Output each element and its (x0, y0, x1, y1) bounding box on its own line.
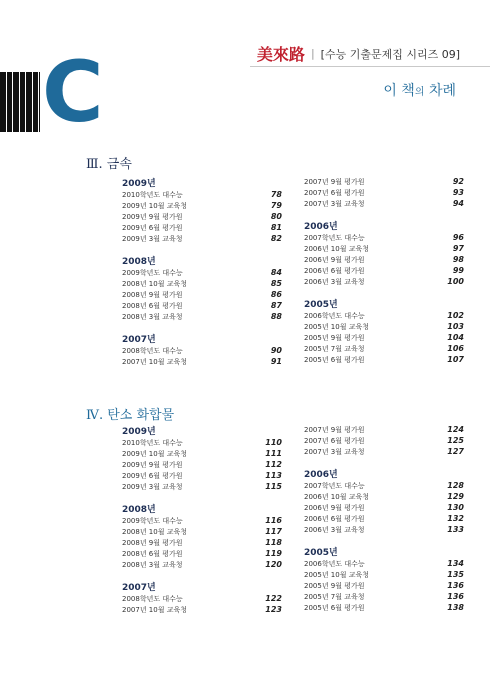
toc-entry-label: 2007년 6월 평가원 (304, 188, 365, 197)
year-heading: 2008년 (122, 505, 156, 515)
toc-entry (122, 289, 282, 300)
year-group (122, 424, 282, 492)
toc-entry-label: 2007년 9월 평가원 (304, 177, 365, 186)
toc-entry (304, 232, 464, 243)
toc-entry (122, 604, 282, 615)
toc-entry (122, 459, 282, 470)
toc-entry (304, 569, 464, 580)
toc-entry-label: 2009년 9월 평가원 (122, 460, 183, 469)
toc-entry-page: 120 (265, 560, 282, 569)
toc-entry-label: 2009년 10월 교육청 (122, 449, 187, 458)
toc-entry-page: 103 (447, 322, 464, 331)
toc-entry-label: 2007년 6월 평가원 (304, 436, 365, 445)
toc-entry (122, 548, 282, 559)
toc-entry-page: 81 (270, 223, 282, 232)
toc-entry-label: 2009년 6월 평가원 (122, 471, 183, 480)
toc-entry (304, 243, 464, 254)
toc-entry (304, 580, 464, 591)
toc-entry-label: 2008년 9월 평가원 (122, 538, 183, 547)
toc-entry-label: 2005년 10월 교육청 (304, 322, 369, 331)
toc-entry (122, 593, 282, 604)
toc-entry-label: 2006학년도 대수능 (304, 559, 365, 568)
toc-entry (304, 491, 464, 502)
year-group (304, 297, 464, 365)
toc-entry-label: 2009년 9월 평가원 (122, 212, 183, 221)
toc-entry-label: 2007학년도 대수능 (304, 233, 365, 242)
toc-entry (304, 591, 464, 602)
toc-entry (304, 321, 464, 332)
toc-entry-label: 2005년 7월 교육청 (304, 592, 365, 601)
year-group (304, 467, 464, 535)
year-group (304, 545, 464, 613)
toc-entry (122, 437, 282, 448)
toc-entry-page: 132 (447, 514, 464, 523)
toc-title-particle: 의 (414, 87, 425, 98)
toc-entry (122, 515, 282, 526)
toc-entry (304, 310, 464, 321)
toc-entry-label: 2009년 10월 교육청 (122, 201, 187, 210)
toc-entry-page: 134 (447, 559, 464, 568)
toc-entry-page: 96 (452, 233, 464, 242)
toc-entry (304, 502, 464, 513)
toc-entry-page: 87 (270, 301, 282, 310)
toc-entry-page: 78 (270, 190, 282, 199)
toc-entry-page: 129 (447, 492, 464, 501)
toc-entry-page: 135 (447, 570, 464, 579)
toc-entry (122, 300, 282, 311)
toc-entry (304, 354, 464, 365)
toc-title-end: 차례 (424, 83, 456, 99)
toc-entry-label: 2008년 9월 평가원 (122, 290, 183, 299)
toc-entry-label: 2005년 10월 교육청 (304, 570, 369, 579)
toc-entry-page: 79 (270, 201, 282, 210)
toc-entry-label: 2005년 9월 평가원 (304, 581, 365, 590)
toc-entry (122, 211, 282, 222)
toc-entry-page: 118 (265, 538, 282, 547)
toc-entry-label: 2009년 6월 평가원 (122, 223, 183, 232)
toc-entry-page: 124 (447, 425, 464, 434)
toc-entry-page: 117 (265, 527, 282, 536)
year-heading: 2007년 (122, 335, 156, 345)
toc-entry-label: 2008학년도 대수능 (122, 594, 183, 603)
toc-entry-label: 2006년 3월 교육청 (304, 277, 365, 286)
year-group (304, 424, 464, 457)
toc-entry (122, 311, 282, 322)
year-group (304, 219, 464, 287)
chapter-3-right-column (304, 176, 464, 375)
toc-entry-page: 136 (447, 581, 464, 590)
toc-entry-label: 2009년 3월 교육청 (122, 482, 183, 491)
toc-entry-label: 2006년 10월 교육청 (304, 244, 369, 253)
toc-entry-page: 90 (270, 346, 282, 355)
toc-entry (122, 200, 282, 211)
toc-entry (304, 276, 464, 287)
toc-title-main: 이 책 (383, 83, 415, 99)
toc-entry (304, 558, 464, 569)
toc-entry-page: 130 (447, 503, 464, 512)
toc-entry (304, 424, 464, 435)
toc-entry (122, 448, 282, 459)
toc-entry-page: 100 (447, 277, 464, 286)
toc-entry-page: 112 (265, 460, 282, 469)
toc-entry-label: 2008학년도 대수능 (122, 346, 183, 355)
toc-entry-label: 2005년 7월 교육청 (304, 344, 365, 353)
toc-entry-label: 2007년 3월 교육청 (304, 447, 365, 456)
section-letter: C (42, 43, 104, 141)
toc-entry-label: 2005년 9월 평가원 (304, 333, 365, 342)
toc-entry-label: 2005년 6월 평가원 (304, 603, 365, 612)
year-heading: 2006년 (304, 470, 338, 480)
year-heading: 2005년 (304, 548, 338, 558)
toc-entry (122, 345, 282, 356)
chapter-3-title: Ⅲ. 금속 (86, 157, 132, 172)
toc-entry-page: 128 (447, 481, 464, 490)
edge-tab-marker (0, 72, 40, 132)
toc-entry-label: 2006년 10월 교육청 (304, 492, 369, 501)
toc-entry-label: 2006년 3월 교육청 (304, 525, 365, 534)
toc-entry (304, 446, 464, 457)
toc-entry-label: 2007년 10월 교육청 (122, 357, 187, 366)
toc-entry (122, 189, 282, 200)
year-group (122, 332, 282, 367)
year-heading: 2007년 (122, 583, 156, 593)
year-heading: 2006년 (304, 222, 338, 232)
toc-entry-page: 136 (447, 592, 464, 601)
year-heading: 2009년 (122, 179, 156, 189)
series-header (257, 42, 460, 65)
toc-entry-page: 138 (447, 603, 464, 612)
toc-entry-label: 2008년 10월 교육청 (122, 279, 187, 288)
toc-entry-page: 104 (447, 333, 464, 342)
toc-entry (304, 524, 464, 535)
year-heading: 2008년 (122, 257, 156, 267)
toc-entry (304, 513, 464, 524)
year-heading: 2009년 (122, 427, 156, 437)
toc-entry-page: 125 (447, 436, 464, 445)
toc-entry-page: 119 (265, 549, 282, 558)
toc-entry-label: 2006년 6월 평가원 (304, 266, 365, 275)
toc-entry-label: 2006년 6월 평가원 (304, 514, 365, 523)
toc-entry-label: 2008년 3월 교육청 (122, 560, 183, 569)
toc-entry-page: 127 (447, 447, 464, 456)
toc-entry-page: 107 (447, 355, 464, 364)
chapter-4-right-column (304, 424, 464, 623)
toc-entry (122, 526, 282, 537)
toc-entry-page: 82 (270, 234, 282, 243)
toc-entry-page: 85 (270, 279, 282, 288)
toc-entry (304, 602, 464, 613)
toc-entry-page: 133 (447, 525, 464, 534)
toc-entry-label: 2009학년도 대수능 (122, 516, 183, 525)
year-group (122, 176, 282, 244)
year-group (122, 580, 282, 615)
toc-entry (122, 537, 282, 548)
brand-logo: 美來路 (256, 45, 305, 64)
chapter-3-left-column (122, 176, 282, 377)
toc-entry-page: 122 (265, 594, 282, 603)
toc-entry-label: 2010학년도 대수능 (122, 438, 183, 447)
header-divider (250, 66, 490, 67)
toc-entry (304, 254, 464, 265)
toc-entry (122, 267, 282, 278)
toc-entry-label: 2008년 6월 평가원 (122, 549, 183, 558)
toc-entry-page: 94 (452, 199, 464, 208)
year-group (304, 176, 464, 209)
toc-entry-page: 116 (265, 516, 282, 525)
toc-entry-label: 2007년 3월 교육청 (304, 199, 365, 208)
header-separator: | (310, 47, 315, 60)
toc-entry (304, 332, 464, 343)
toc-entry-label: 2008년 3월 교육청 (122, 312, 183, 321)
toc-entry-page: 115 (265, 482, 282, 491)
toc-entry-label: 2010학년도 대수능 (122, 190, 183, 199)
toc-entry-page: 91 (270, 357, 282, 366)
toc-entry-page: 123 (265, 605, 282, 614)
year-heading: 2005년 (304, 300, 338, 310)
toc-entry-label: 2009년 3월 교육청 (122, 234, 183, 243)
toc-entry-page: 97 (452, 244, 464, 253)
toc-entry-label: 2008년 10월 교육청 (122, 527, 187, 536)
toc-entry-page: 98 (452, 255, 464, 264)
toc-entry-label: 2007년 9월 평가원 (304, 425, 365, 434)
toc-entry-page: 110 (265, 438, 282, 447)
toc-title (383, 80, 456, 100)
toc-entry-page: 86 (270, 290, 282, 299)
toc-entry (304, 435, 464, 446)
toc-entry-page: 80 (270, 212, 282, 221)
toc-entry (304, 198, 464, 209)
toc-entry (122, 356, 282, 367)
toc-entry-page: 99 (452, 266, 464, 275)
toc-entry-page: 113 (265, 471, 282, 480)
toc-entry-label: 2005년 6월 평가원 (304, 355, 365, 364)
toc-entry-label: 2006학년도 대수능 (304, 311, 365, 320)
chapter-4-title: Ⅳ. 탄소 화합물 (86, 408, 175, 423)
toc-entry-label: 2008년 6월 평가원 (122, 301, 183, 310)
toc-entry-label: 2006년 9월 평가원 (304, 255, 365, 264)
toc-entry-label: 2006년 9월 평가원 (304, 503, 365, 512)
toc-entry (304, 265, 464, 276)
series-label: [수능 기출문제집 시리즈 09] (320, 47, 460, 61)
toc-entry-label: 2007년 10월 교육청 (122, 605, 187, 614)
toc-entry-page: 93 (452, 188, 464, 197)
toc-entry (304, 343, 464, 354)
toc-entry-label: 2007학년도 대수능 (304, 481, 365, 490)
chapter-4-left-column (122, 424, 282, 625)
toc-entry-page: 88 (270, 312, 282, 321)
toc-entry-label: 2009학년도 대수능 (122, 268, 183, 277)
toc-entry (122, 222, 282, 233)
toc-entry (122, 278, 282, 289)
toc-entry (304, 176, 464, 187)
toc-entry-page: 106 (447, 344, 464, 353)
toc-entry (122, 481, 282, 492)
toc-entry-page: 84 (270, 268, 282, 277)
toc-entry (122, 470, 282, 481)
toc-entry (122, 559, 282, 570)
toc-entry-page: 111 (265, 449, 282, 458)
toc-entry (122, 233, 282, 244)
toc-entry (304, 480, 464, 491)
year-group (122, 502, 282, 570)
toc-entry-page: 102 (447, 311, 464, 320)
toc-entry (304, 187, 464, 198)
toc-entry-page: 92 (452, 177, 464, 186)
year-group (122, 254, 282, 322)
